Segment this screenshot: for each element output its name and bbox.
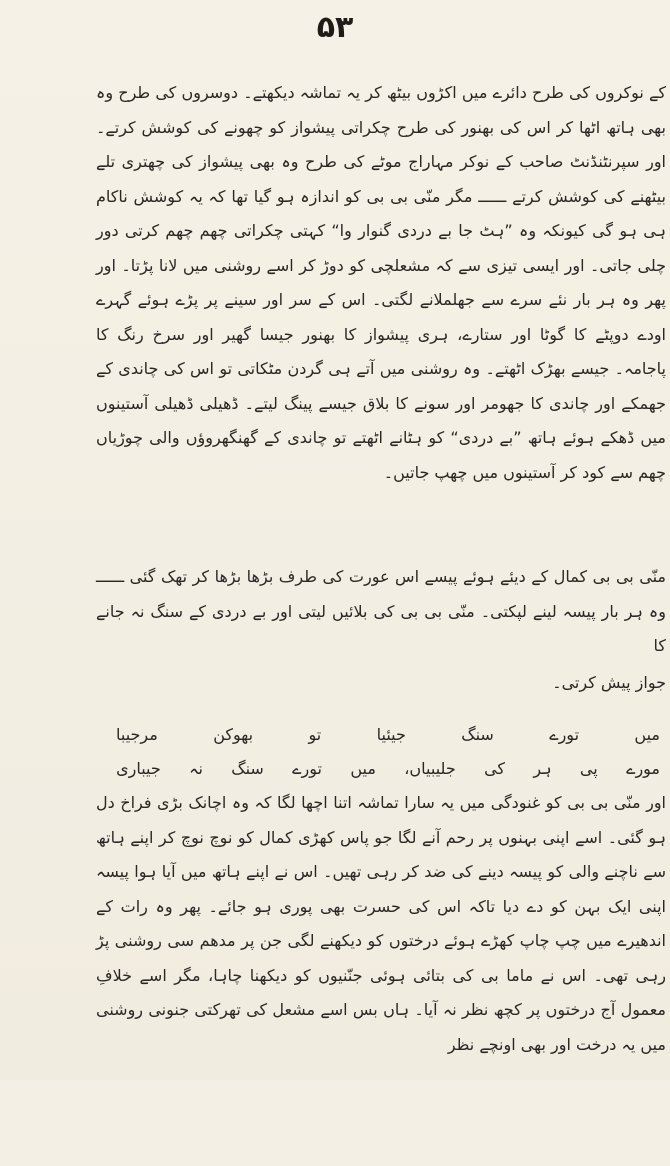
paragraph-3: جواز پیش کرتی۔ xyxy=(552,673,666,692)
verse-word: جلیبیاں، xyxy=(404,759,456,778)
verse-word: کی xyxy=(484,759,506,778)
paragraph-1: کے نوکروں کی طرح دائرے میں اکڑوں بیٹھ کر یہ تماشہ دیکھتے۔ دوسروں کی طرح وہ بھی ہاتھ اٹھا کر اس کی بھنور کی طرح چکراتی پیشواز کو چھونے کی کوشش کرتے۔ اور سپرنٹنڈنٹ صاحب کے نوکر مہاراج موٹے کی طرح وہ بھی پیشواز کی چھتری تلے بیٹھنے کی کوشش کرتے ــــــ مگر منّی بی بی کو اندازہ ہو گیا تھا کہ یہ کوشش ناکام ہی ہو گی کیونکہ وہ ”ہٹ جا بے دردی گنوار وا“ کہتی چکراتی چھم چھم کرتی دور چلی جاتی۔ اور ایسی تیزی سے کہ مشعلچی کو دوڑ کر اسے روشنی میں لانا پڑتا۔ اور پھر وہ ہر بار نئے سرے سے جھلملانے لگتی۔ اس کے سر اور سینے پر پڑے ہوئے گہرے اودے دوپٹے کا گوٹا اور ستارے، ہری پیشواز کا بھنور جیسا گھیر اور سرخ رنگ کا پاجامہ۔ جیسے بھڑک اٹھتے۔ وہ روشنی میں آتے ہی گردن مٹکاتی تو اس کی چاندی کے جھمکے اور چاندی کا جھومر اور سونے کا بلاق جیسے پینگ لیتے۔ ڈھیلی ڈھیلی آستینوں میں ڈھکے ہوئے ہاتھ ”بے دردی“ کو ہٹانے اٹھتے تو چاندی کے گھنگھروؤں والی چوڑیاں چھم سے کود کر آستینوں میں چھپ جاتیں۔ xyxy=(96,83,666,482)
verse-word: بھوکن xyxy=(213,725,254,744)
verse-line-2 xyxy=(96,752,666,786)
verse-word: تورے xyxy=(292,759,322,778)
verse-word: مرجیبا xyxy=(116,725,158,744)
verse-word: سنگ xyxy=(231,759,264,778)
verse-word: میں xyxy=(350,759,376,778)
body-text xyxy=(96,76,666,1166)
verse-word: تورے xyxy=(549,725,580,744)
verse-word: نہ xyxy=(189,759,203,778)
verse-line-1 xyxy=(96,718,666,752)
paragraph-5: اور منّی بی بی کو غنودگی میں یہ سارا تماشہ اتنا اچھا لگا کہ وہ اچانک بڑی فراخ دل ہو گئی۔ اسے اپنی بہنوں پر رحم آنے لگا جو پاس کھڑی کمال کو نوچ نوچ کر اپنے ہاتھ سے ناچنے والی کو پیسہ دینے کی ضد کر رہی تھیں۔ اس نے اپنے ہاتھ میں آیا ہوا پیسہ اپنی ایک بہن کو دے دیا تاکہ اس کی حسرت بھی پوری ہو جائے۔ پھر وہ رات کے اندھیرے میں چپ چاپ کھڑے ہوئے درختوں کو دیکھنے لگی جن پر مدھم سی روشنی پڑ رہی تھی۔ اس نے ماما بی کی بتائی ہوئی جنّنیوں کو دیکھنا چاہا، مگر اسے خلافِ معمول آج درختوں پر کچھ نظر نہ آیا۔ ہاں بس اسے مشعل کی تھرکتی جنونی روشنی میں یہ درخت اور بھی اونچے نظر xyxy=(96,793,666,1054)
verse-word: پی xyxy=(579,759,598,778)
page-number: ۵۳ xyxy=(316,10,354,45)
paragraph-2: منّی بی بی کمال کے دیئے ہوئے پیسے اس عورت کی طرف بڑھا بڑھا کر تھک گئی ــــــ وہ ہر بار پیسہ لینے لپکتی۔ منّی بی بی کی بلائیں لیتی اور بے دردی کے سنگ نہ جانے کا xyxy=(96,567,666,655)
verse-block xyxy=(96,718,666,786)
verse-word: سنگ xyxy=(461,725,494,744)
verse-word: میں xyxy=(634,725,660,744)
verse-word: جیئیا xyxy=(376,725,406,744)
verse-word: تو xyxy=(308,725,322,744)
verse-word: جیباری xyxy=(116,759,161,778)
verse-word: ہر xyxy=(533,759,552,778)
verse-word: مورے xyxy=(626,759,660,778)
